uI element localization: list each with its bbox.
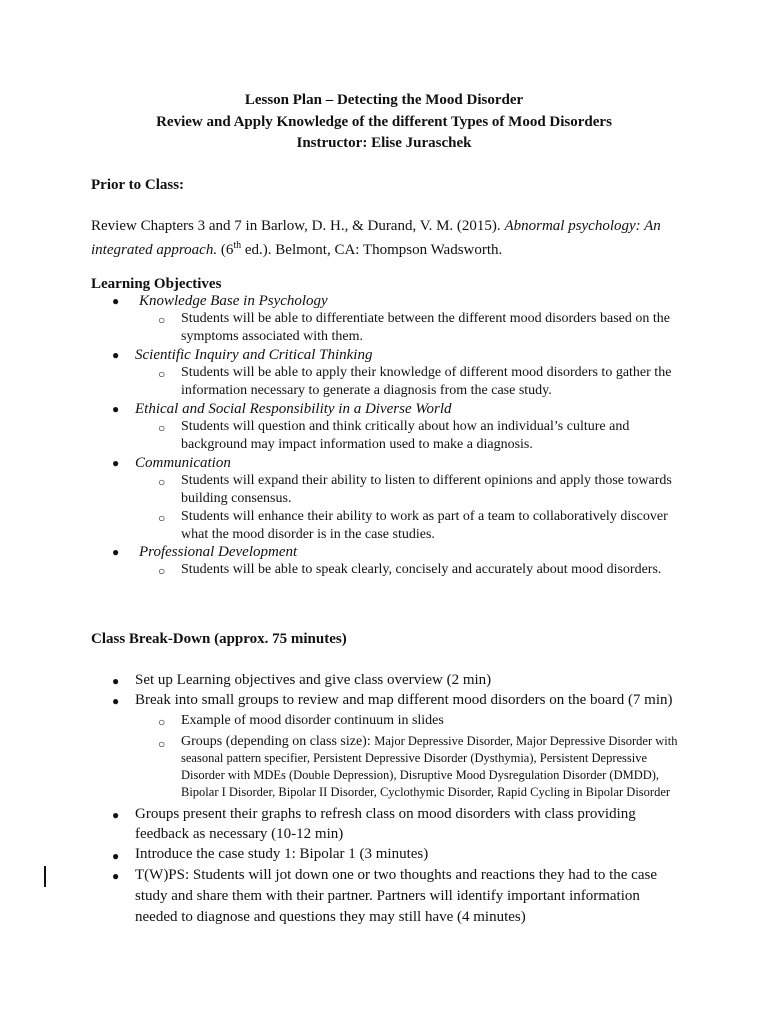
breakdown-item: Groups present their graphs to refresh class on mood disorders with class providing feedback as necessary (10-12 min) bbox=[135, 806, 636, 842]
objective-detail: Students will be able to differentiate between the different mood disorders based on the symptoms associated with them. bbox=[181, 311, 670, 344]
prior-review-paragraph bbox=[91, 216, 681, 260]
objective-detail: Students will be able to apply their knowledge of different mood disorders to gather the information necessary to generate a diagnosis from the case study. bbox=[181, 365, 672, 398]
objective-title bbox=[135, 454, 695, 472]
bullet-icon: ● bbox=[112, 694, 120, 708]
sub-bullet-icon: ○ bbox=[158, 715, 166, 729]
review-edition-open: (6 bbox=[217, 242, 234, 258]
breakdown-item: T(W)PS: Students will jot down one or two thoughts and reactions they had to the case study and share them with their partner. Partners will identify important information needed to diagnose and questions they may still have (4 minutes) bbox=[135, 867, 657, 925]
text-cursor bbox=[44, 866, 46, 887]
objective-detail: Students will enhance their ability to work as part of a team to collaboratively discover what the mood disorder is in the case studies. bbox=[181, 509, 668, 542]
bullet-icon: ● bbox=[112, 869, 120, 883]
breakdown-subitem: Example of mood disorder continuum in slides bbox=[181, 713, 444, 728]
objective-detail: Students will expand their ability to listen to different opinions and apply those towards building consensus. bbox=[181, 473, 672, 506]
groups-lead: Groups (depending on class size): bbox=[181, 734, 375, 749]
bullet-icon: ● bbox=[112, 348, 120, 362]
objective-title-text: Communication bbox=[135, 455, 231, 471]
objective-title bbox=[135, 400, 695, 418]
sub-bullet-icon: ○ bbox=[158, 421, 166, 435]
bullet-icon: ● bbox=[112, 545, 120, 559]
breakdown-item: Introduce the case study 1: Bipolar 1 (3 minutes) bbox=[135, 846, 429, 862]
objective-detail: Students will question and think critically about how an individual’s culture and background may impact information used to make a diagnosis. bbox=[181, 419, 630, 452]
sub-bullet-icon: ○ bbox=[158, 313, 166, 327]
objective-title bbox=[135, 346, 695, 364]
groups-disorder-list: Major Depressive Disorder, Major Depressive Disorder with seasonal pattern specifier, Persistent Depressive Disorder (Dysthymia), Persistent Depressive Disorder with MDEs (Double Depression), Disruptive Mood Dysregulation Disorder (DMDD), Bipolar I Disorder, Bipolar II Disorder, Cyclothymic Disorder, Rapid Cycling in Bipolar Disorder bbox=[181, 734, 678, 799]
objective-title-text: Knowledge Base in Psychology bbox=[139, 293, 328, 309]
review-text: Review Chapters 3 and 7 in Barlow, D. H., & Durand, V. M. (2015). bbox=[91, 218, 505, 234]
objective-title-text: Scientific Inquiry and Critical Thinking bbox=[135, 347, 373, 363]
objective-title bbox=[139, 543, 699, 561]
bullet-icon: ● bbox=[112, 456, 120, 470]
sub-bullet-icon: ○ bbox=[158, 737, 166, 751]
objective-title-text: Professional Development bbox=[139, 544, 298, 560]
sub-bullet-icon: ○ bbox=[158, 511, 166, 525]
breakdown-item: Set up Learning objectives and give class overview (2 min) bbox=[135, 672, 492, 688]
class-breakdown-heading: Class Break-Down (approx. 75 minutes) bbox=[91, 631, 347, 647]
bullet-icon: ● bbox=[112, 294, 120, 308]
breakdown-subitem-groups bbox=[181, 733, 686, 801]
objective-title bbox=[139, 292, 699, 310]
lesson-subtitle: Review and Apply Knowledge of the different Types of Mood Disorders bbox=[156, 114, 612, 130]
breakdown-item: Break into small groups to review and map different mood disorders on the board (7 min) bbox=[135, 692, 673, 708]
review-publisher: ed.). Belmont, CA: Thompson Wadsworth. bbox=[241, 242, 503, 258]
lesson-title: Lesson Plan – Detecting the Mood Disorder bbox=[244, 92, 524, 108]
review-book-title: Abnormal psychology: An integrated approach. bbox=[91, 218, 661, 258]
review-edition-sup: th bbox=[233, 240, 242, 251]
bullet-icon: ● bbox=[112, 674, 120, 688]
learning-objectives-heading: Learning Objectives bbox=[91, 276, 222, 292]
objective-detail: Students will be able to speak clearly, concisely and accurately about mood disorders. bbox=[181, 562, 662, 577]
sub-bullet-icon: ○ bbox=[158, 475, 166, 489]
bullet-icon: ● bbox=[112, 808, 120, 822]
sub-bullet-icon: ○ bbox=[158, 564, 166, 578]
bullet-icon: ● bbox=[112, 849, 120, 863]
sub-bullet-icon: ○ bbox=[158, 367, 166, 381]
instructor-line: Instructor: Elise Juraschek bbox=[296, 135, 472, 151]
prior-to-class-heading: Prior to Class: bbox=[91, 177, 185, 193]
bullet-icon: ● bbox=[112, 402, 120, 416]
objective-title-text: Ethical and Social Responsibility in a Diverse World bbox=[135, 401, 452, 417]
